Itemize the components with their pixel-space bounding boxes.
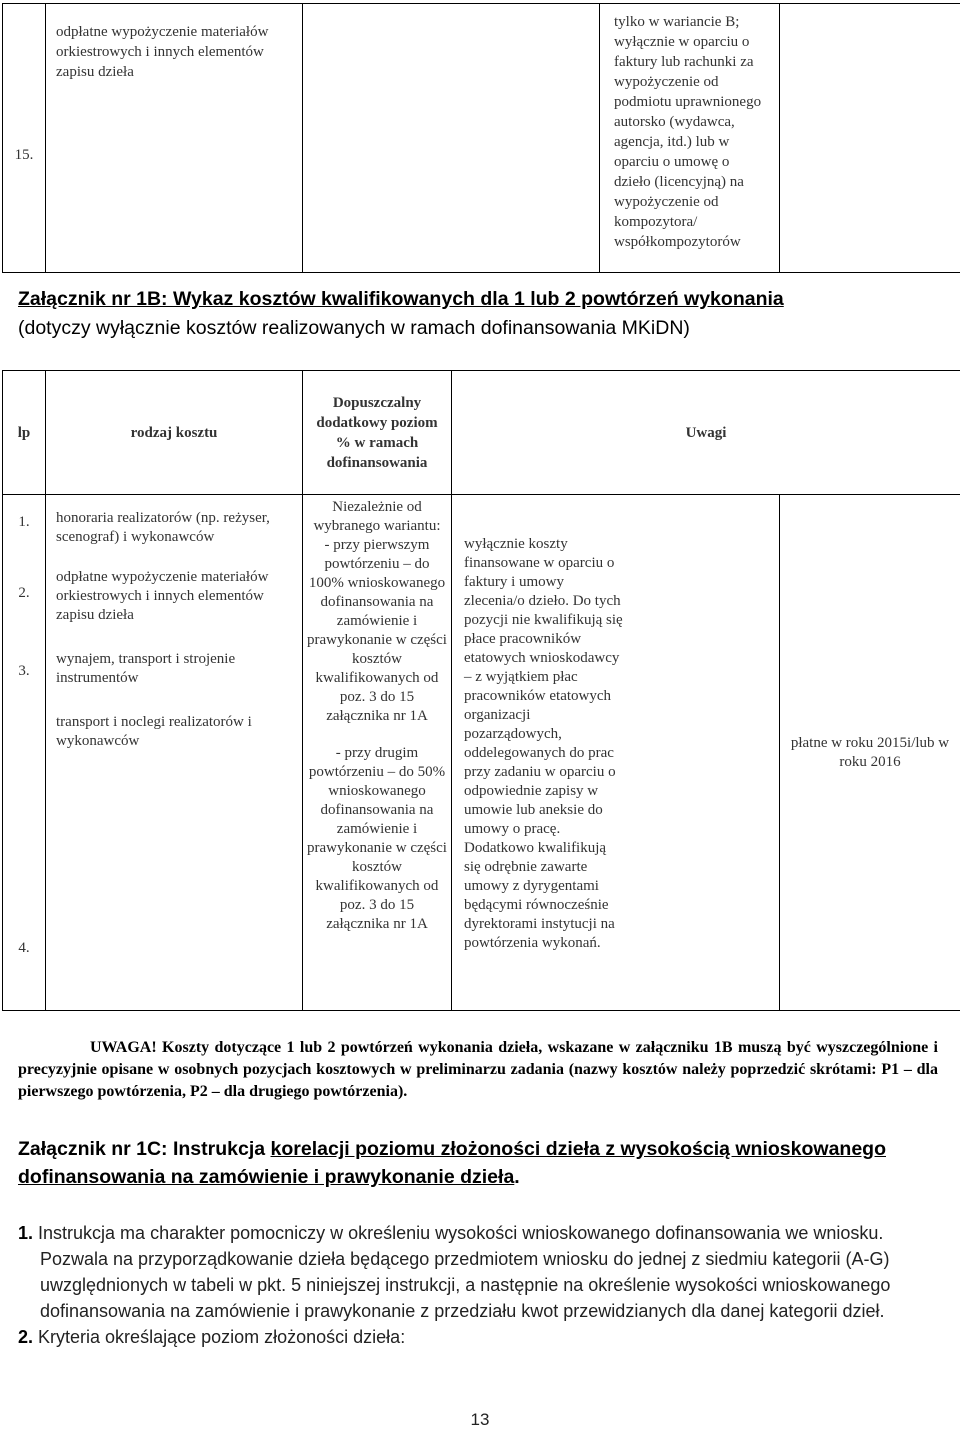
extra-cell xyxy=(780,4,960,273)
level-text-first: Niezależnie od wybranego wariantu: - przy pierwszym powtórzeniu – do 100% wnioskowanego dofinansowania na zamówienie i prawykonanie w części kosztów kwalifikowanych od poz. 3 do 15 załącznika nr 1A xyxy=(307,499,447,724)
row-number: 3. xyxy=(18,663,30,679)
instructions-list xyxy=(18,1220,943,1350)
cost-kind-cell: odpłatne wypożyczenie materiałów orkiestrowych i innych elementów zapisu dzieła xyxy=(46,4,303,273)
level-cell xyxy=(303,4,600,273)
list-item: odpłatne wypożyczenie materiałów orkiestrowych i innych elementów zapisu dzieła xyxy=(56,569,269,623)
warning-note xyxy=(18,1037,938,1103)
list-item: 1. Instrukcja ma charakter pomocniczy w określeniu wysokości wnioskowanego dofinansowania we wniosku. Pozwala na przyporządkowanie dzieła będącego przedmiotem wniosku do jednej z siedmiu kategorii (A-G) uwzględnionych w tabeli w pkt. 5 niniejszej instrukcji, a następnie na określenie wysokości wnioskowanego dofinansowania na zamówienie i prawykonanie z przedziału kwot przewidzianych dla danej kategorii dzieł. xyxy=(18,1223,891,1321)
eligible-costs-table xyxy=(2,370,960,1011)
header-cost-kind: rodzaj kosztu xyxy=(46,371,303,495)
header-lp: lp xyxy=(3,371,46,495)
annex-1c-title: Załącznik nr 1C: Instrukcja korelacji poziomu złożoności dzieła z wysokością wnioskowanego dofinansowania na zamówienie i prawykonanie dzieła. xyxy=(18,1138,886,1188)
list-item: honoraria realizatorów (np. reżyser, scenograf) i wykonawców xyxy=(56,510,270,545)
row-number: 1. xyxy=(18,514,30,530)
table-row xyxy=(3,4,960,273)
level-text-second: - przy drugim powtórzeniu – do 50% wnioskowanego dofinansowania na zamówienie i prawykonanie w części kosztów kwalifikowanych od poz. 3 do 15 załącznika nr 1A xyxy=(307,745,447,932)
note-cell: tylko w wariancie B; wyłącznie w oparciu o faktury lub rachunki za wypożyczenie od podmiotu uprawnionego autorsko (wydawca, agencja, itd.) lub w oparciu o umowę o dzieło (licencyjną) na wypożyczenie od kompozytora/ współkompozytorów xyxy=(600,4,780,273)
notes-text: wyłącznie koszty finansowane w oparciu o faktury i umowy zlecenia/o dzieło. Do tych pozycji nie kwalifikują się płace pracowników etatowych wnioskodawcy – z wyjątkiem płac pracowników etatowych organizacji pozarządowych, oddelegowanych do prac przy zadaniu w oparciu o odpowiednie zapisy w umowie lub aneksie do umowy o pracę. Dodatkowo kwalifikują się odrębnie zawarte umowy z dyrygentami będącymi równocześnie dyrektorami instytucji na powtórzenia wykonań. xyxy=(464,536,623,951)
list-item: wynajem, transport i strojenie instrumentów xyxy=(56,651,236,686)
cost-kind-cell xyxy=(46,495,303,1011)
list-item: 2. Kryteria określające poziom złożoności dzieła: xyxy=(18,1327,406,1347)
row-number: 2. xyxy=(18,585,30,601)
warning-label: UWAGA! xyxy=(90,1039,157,1056)
warning-text: Koszty dotyczące 1 lub 2 powtórzeń wykonania dzieła, wskazane w załączniku 1B muszą być wyszczególnione i precyzyjnie opisane w osobnych pozycjach kosztowych w preliminarzu zadania (nazwy kosztów należy poprzedzić skrótami: P1 – dla pierwszego powtórzenia, P2 – dla drugiego powtórzenia). xyxy=(18,1039,939,1100)
table-row xyxy=(3,495,960,1011)
notes-cell xyxy=(452,495,780,1011)
lp-cell xyxy=(3,495,46,1011)
row-number: 15. xyxy=(3,4,46,273)
row-number: 4. xyxy=(18,940,30,956)
payment-cell xyxy=(780,495,960,1011)
payment-text: płatne w roku 2015i/lub w roku 2016 xyxy=(790,734,950,770)
header-notes: Uwagi xyxy=(452,371,960,495)
page-number: 13 xyxy=(470,1410,490,1429)
top-continuation-table xyxy=(2,3,960,273)
list-item: transport i noclegi realizatorów i wykonawców xyxy=(56,714,252,749)
annex-1b-subtitle: (dotyczy wyłącznie kosztów realizowanych w ramach dofinansowania MKiDN) xyxy=(18,317,690,339)
annex-1b-title: Załącznik nr 1B: Wykaz kosztów kwalifikowanych dla 1 lub 2 powtórzeń wykonania xyxy=(18,288,784,310)
header-level: Dopuszczalny dodatkowy poziom % w ramach dofinansowania xyxy=(303,371,452,495)
table-header-row xyxy=(3,371,960,495)
level-cell xyxy=(303,495,452,1011)
